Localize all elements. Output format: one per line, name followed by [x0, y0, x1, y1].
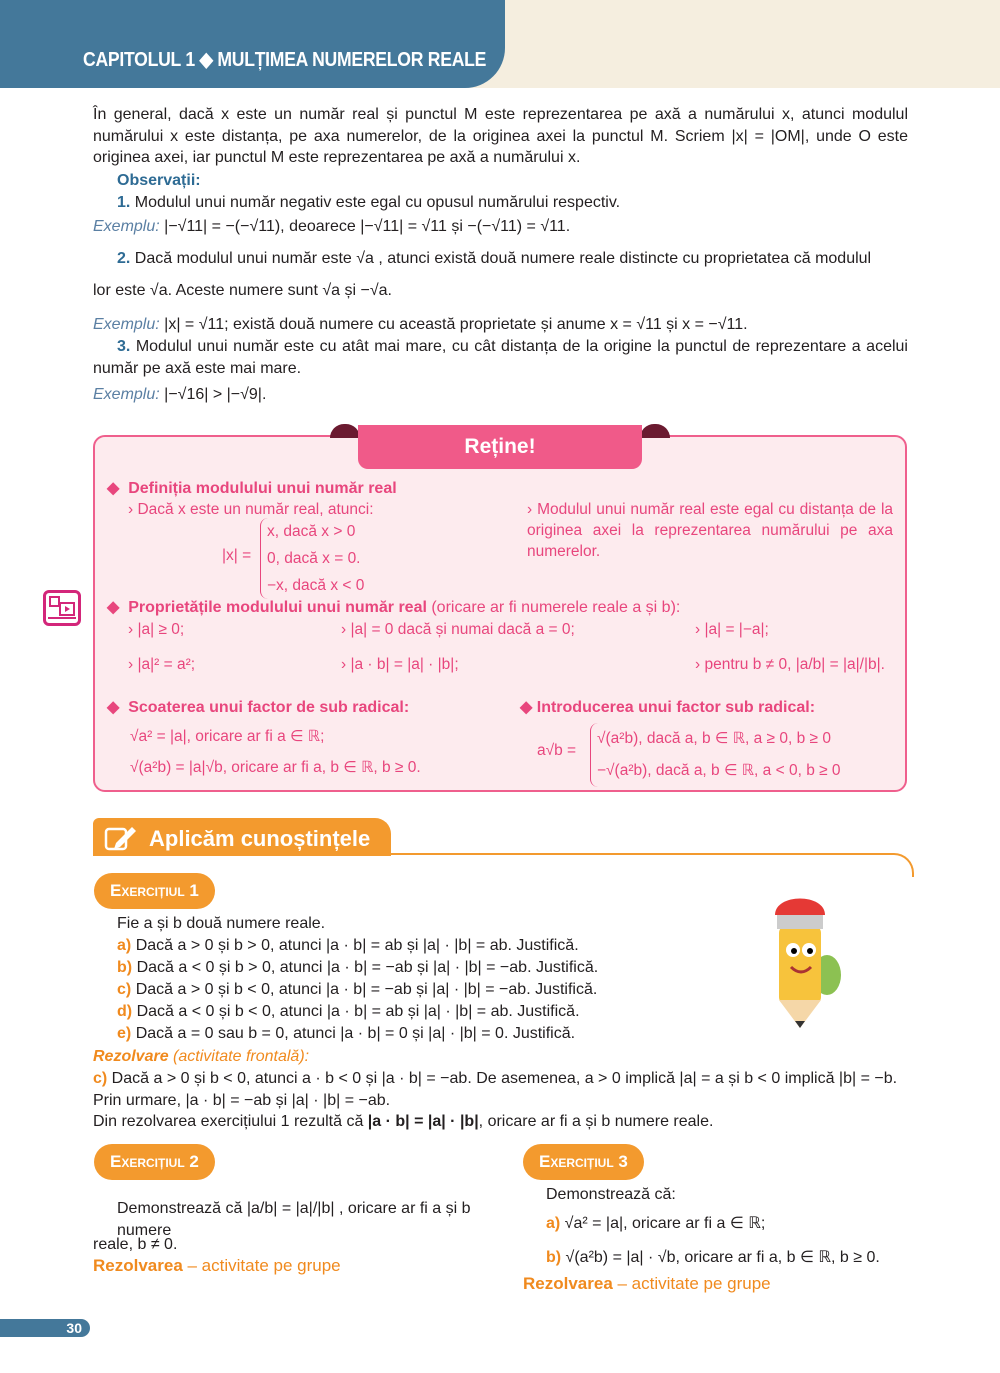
ex2-text: Demonstrează că |a/b| = |a|/|b| , oricare ar fi a și b numere: [117, 1200, 471, 1239]
label: c): [93, 1070, 108, 1087]
text: Dacă a < 0 și b > 0, atunci |a · b| = −ab și |a| · |b| = −ab. Justifică.: [136, 959, 599, 976]
observations-title: Observații:: [117, 172, 201, 189]
ex1-intro: Fie a și b două numere reale.: [117, 915, 326, 932]
text: Dacă a > 0 și b < 0, atunci |a · b| = −ab și |a| · |b| = −ab. Justifică.: [135, 981, 598, 998]
exercise-3-badge: Exercițiul 3: [523, 1144, 644, 1180]
case: −x, dacă x < 0: [267, 577, 365, 594]
observation-1: [117, 192, 932, 214]
text: Modulul unui număr real este egal cu distanța de la originea axei la reprezentarea numărului pe axa numerelor.: [527, 501, 894, 560]
factor-out-heading: ◆ Scoaterea unui factor de sub radical:: [107, 699, 410, 716]
text: |a| = 0 dacă și numai dacă a = 0;: [350, 621, 575, 638]
text: Dacă x este un număr real, atunci:: [137, 501, 374, 518]
definition-lhs: |x| =: [222, 547, 252, 564]
tab-knob: [330, 424, 360, 438]
definition-heading: ◆ Definiția modulului unui număr real: [107, 480, 397, 497]
text: Modulul unui număr este cu atât mai mare, cu cât distanța de la origine la punctul de reprezentare a acelui număr pe axă este mai mare.: [93, 338, 908, 377]
solution-label: Rezolvare: [93, 1048, 169, 1065]
text: Scoaterea unui factor de sub radical:: [128, 699, 410, 716]
definition-cases: [260, 518, 364, 599]
text: Dacă a > 0 și b > 0, atunci |a · b| = ab și |a| · |b| = ab. Justifică.: [135, 937, 579, 954]
tab-knob: [640, 424, 670, 438]
case: −√(a²b), dacă a, b ∈ ℝ, a < 0, b ≥ 0: [597, 762, 841, 779]
ex1-solution-line: Prin urmare, |a · b| = −ab și |a| · |b| = −ab.: [93, 1092, 391, 1109]
label: a): [117, 937, 132, 954]
factor-in-lhs: a√b =: [537, 742, 577, 759]
text: Introducerea unui factor sub radical:: [536, 699, 816, 716]
chapter-title: CAPITOLUL 1 ◆ MULȚIMEA NUMERELOR REALE: [83, 49, 487, 71]
label: b): [117, 959, 133, 976]
label: a): [546, 1215, 561, 1232]
section-title: Aplicăm cunoștințele: [149, 826, 371, 851]
exercise-1-badge: Exercițiul 1: [94, 873, 215, 909]
digital-resource-icon[interactable]: [43, 590, 81, 626]
ex3-solution: [523, 1273, 903, 1295]
text: |a · b| = |a| · |b|;: [350, 656, 459, 673]
properties-heading: ◆ Proprietățile modulului unui număr real (oricare ar fi numerele reale a și b):: [107, 599, 681, 616]
example-label: Exemplu:: [93, 386, 160, 403]
text: √a² = |a|, oricare ar fi a ∈ ℝ;: [560, 1215, 766, 1232]
property: › |a| ≥ 0;: [128, 621, 185, 638]
num: 1.: [117, 194, 131, 211]
property: › |a| = |−a|;: [695, 621, 769, 638]
ex2-text-cont: reale, b ≠ 0.: [93, 1236, 178, 1253]
ex3-item: [546, 1247, 906, 1269]
text: Dacă a < 0 și b < 0, atunci |a · b| = ab și |a| · |b| = ab. Justifică.: [136, 1003, 580, 1020]
section-line: [380, 853, 914, 877]
example-text: |−√11| = −(−√11), deoarece |−√11| = √11 și −(−√11) = √11.: [164, 218, 571, 235]
example-label: Exemplu:: [93, 316, 160, 333]
text: Proprietățile modulului unui număr real: [128, 599, 427, 616]
definition-intro: › Dacă x este un număr real, atunci:: [128, 501, 374, 518]
text: |a| ≥ 0;: [137, 621, 185, 638]
example-3: [93, 384, 908, 406]
ex1-solution-heading: [93, 1046, 908, 1068]
property: › |a| = 0 dacă și numai dacă a = 0;: [341, 621, 575, 638]
factor-in-cases: [590, 723, 841, 787]
solution-note: – activitate pe grupe: [182, 1256, 341, 1275]
text: |a|² = a²;: [137, 656, 196, 673]
definition-right: › Modulul unui număr real este egal cu distanța de la originea axei la reprezentarea numărului pe axa numerelor.: [527, 501, 894, 560]
label: e): [117, 1025, 132, 1042]
text: |a| = |−a|;: [704, 621, 769, 638]
case: x, dacă x > 0: [267, 523, 356, 540]
property: › pentru b ≠ 0, |a/b| = |a|/|b|.: [695, 656, 885, 673]
example-2: [93, 314, 908, 336]
label: d): [117, 1003, 133, 1020]
case: 0, dacă x = 0.: [267, 550, 361, 567]
property: › |a|² = a²;: [128, 656, 196, 673]
chapter-header: [0, 0, 505, 88]
text: pentru b ≠ 0, |a/b| = |a|/|b|.: [704, 656, 885, 673]
ex3-item: [546, 1213, 906, 1235]
text: Dacă a = 0 sau b = 0, atunci |a · b| = 0 și |a| · |b| = 0. Justifică.: [135, 1025, 576, 1042]
subtitle: (oricare ar fi numerele reale a și b):: [426, 599, 681, 616]
observation-2: [117, 248, 908, 270]
property: › |a · b| = |a| · |b|;: [341, 656, 459, 673]
exercise-2-badge: Exercițiul 2: [94, 1144, 215, 1180]
intro-paragraph: În general, dacă x este un număr real și punctul M este reprezentarea pe axă a numărului x, atunci modulul numărului x este distanța, pe axa numerelor, de la originea axei la punctul M. Scriem |x| = |OM|, unde O este originea axei, iar punctul M este reprezentarea pe axă a numărului x.: [93, 106, 908, 166]
factor-in-heading: ◆ Introducerea unui factor sub radical:: [520, 699, 816, 716]
pencil-mascot: [765, 895, 850, 1035]
text: Dacă a > 0 și b < 0, atunci a · b < 0 și |a · b| = −ab. De asemenea, a > 0 implică |a| = a și b < 0 implică |b| = −b.: [107, 1070, 898, 1087]
bold-text: |a · b| = |a| · |b|: [367, 1113, 479, 1130]
example-1: [93, 216, 908, 238]
ex1-conclusion: [93, 1111, 908, 1133]
observation-3: [93, 336, 908, 379]
label: b): [546, 1249, 562, 1266]
example-text: |x| = √11; există două numere cu această proprietate și anume x = √11 și x = −√11.: [164, 316, 748, 333]
text: , oricare ar fi a și b numere reale.: [478, 1113, 714, 1130]
example-text: |−√16| > |−√9|.: [164, 386, 267, 403]
solution-label: Rezolvarea: [523, 1274, 613, 1293]
text: Definiția modulului unui număr real: [128, 480, 397, 497]
text: √(a²b) = |a| · √b, oricare ar fi a, b ∈ ℝ, b ≥ 0.: [561, 1249, 880, 1266]
factor-out-rule: √(a²b) = |a|√b, oricare ar fi a, b ∈ ℝ, b ≥ 0.: [130, 759, 421, 776]
num: 2.: [117, 250, 131, 267]
solution-label: Rezolvarea: [93, 1256, 183, 1275]
label: c): [117, 981, 132, 998]
ex1-solution: [93, 1068, 908, 1090]
observation-2-cont: lor este √a. Aceste numere sunt √a și −√a.: [93, 282, 392, 299]
solution-note: – activitate pe grupe: [612, 1274, 771, 1293]
text: Din rezolvarea exercițiului 1 rezultă că: [93, 1113, 368, 1130]
pencil-icon: [104, 823, 138, 858]
text: Dacă modulul unui număr este √a , atunci există două numere reale distincte cu proprietatea că modulul: [134, 250, 872, 267]
retine-title: Reține!: [358, 425, 642, 469]
solution-note: (activitate frontală):: [168, 1048, 310, 1065]
text: Modulul unui număr negativ este egal cu opusul numărului respectiv.: [134, 194, 621, 211]
case: √(a²b), dacă a, b ∈ ℝ, a ≥ 0, b ≥ 0: [597, 730, 831, 747]
num: 3.: [117, 338, 131, 355]
ex3-text: Demonstrează că:: [546, 1186, 676, 1203]
example-label: Exemplu:: [93, 218, 160, 235]
factor-out-rule: √a² = |a|, oricare ar fi a ∈ ℝ;: [130, 728, 325, 745]
page-number: 30: [0, 1319, 90, 1337]
